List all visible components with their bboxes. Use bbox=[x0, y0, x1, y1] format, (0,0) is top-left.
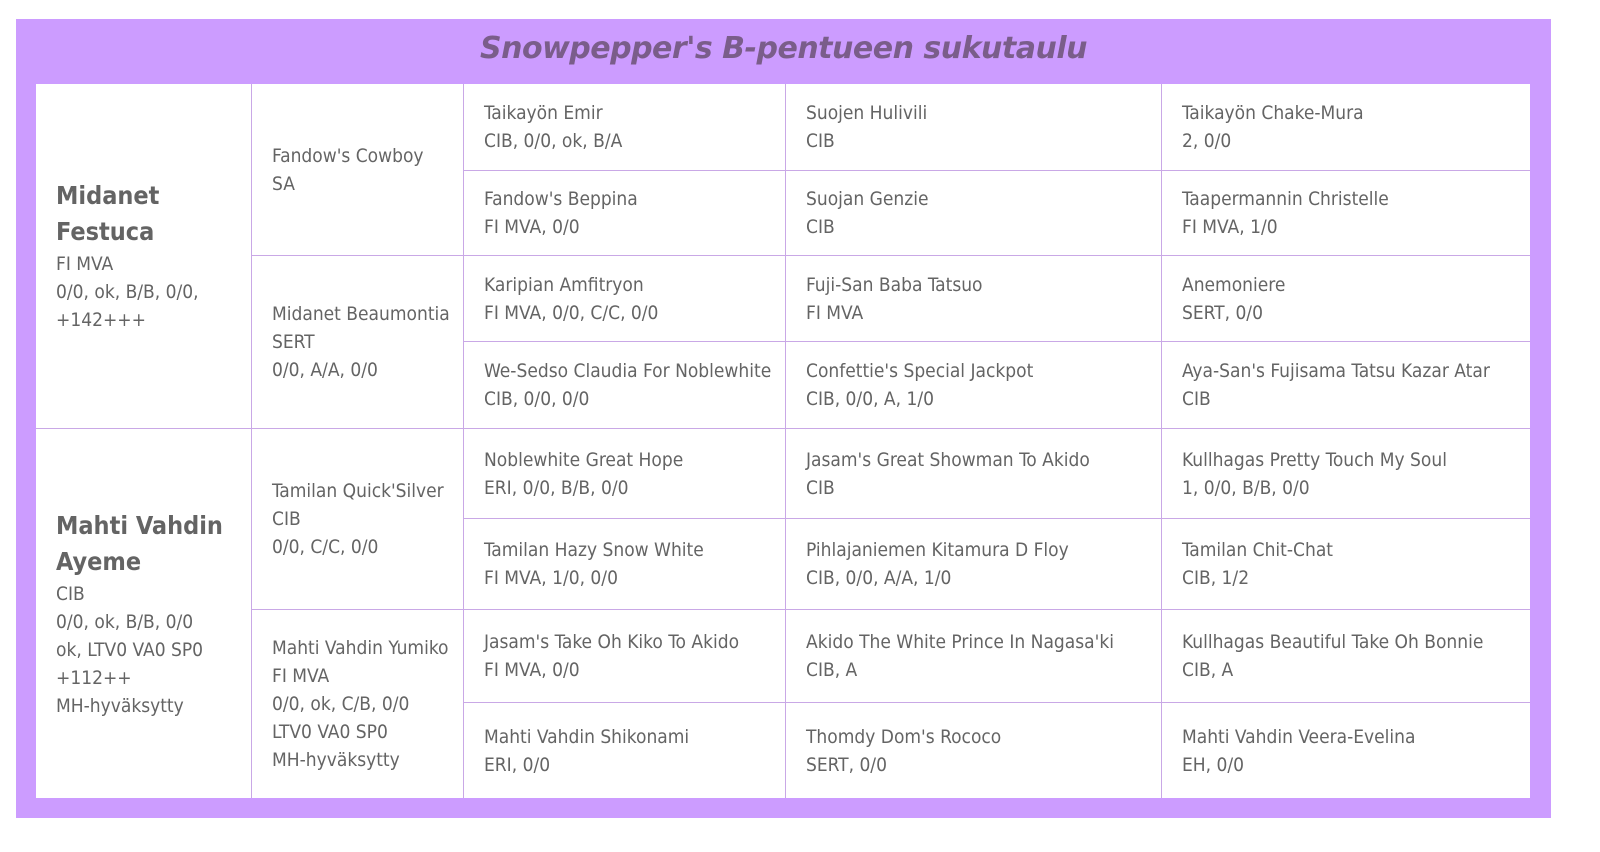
gen4-info: SERT, 0/0 bbox=[1182, 301, 1263, 324]
gen4-name: Kullhagas Beautiful Take Oh Bonnie bbox=[1182, 631, 1484, 653]
sire-dam-info: SERT 0/0, A/A, 0/0 bbox=[272, 331, 378, 381]
page-title: Snowpepper's B-pentueen sukutaulu bbox=[480, 31, 1087, 66]
gen4-name: Suojen Hulivili bbox=[806, 102, 928, 124]
gen4-info: CIB bbox=[806, 476, 835, 499]
sire-dam-cell bbox=[252, 256, 464, 429]
sire-dam-name: Midanet Beaumontia bbox=[272, 303, 450, 325]
gen4-name: Aya-San's Fujisama Tatsu Kazar Atar bbox=[1182, 360, 1490, 382]
gen3-info: FI MVA, 1/0, 0/0 bbox=[484, 567, 618, 589]
gen4-info: SERT, 0/0 bbox=[806, 753, 887, 776]
pedigree-frame bbox=[16, 19, 1551, 818]
gen3-name: Mahti Vahdin Shikonami bbox=[484, 725, 690, 748]
gen4-name: Tamilan Chit-Chat bbox=[1182, 539, 1333, 561]
gen3-cell bbox=[464, 84, 786, 171]
gen4-cell bbox=[1162, 519, 1530, 610]
gen4-name: Jasam's Great Showman To Akido bbox=[806, 448, 1090, 471]
dam-sire-cell bbox=[252, 429, 464, 610]
gen3-cell bbox=[464, 429, 786, 519]
gen4-info: CIB bbox=[1182, 388, 1211, 410]
gen3-cell bbox=[464, 342, 786, 429]
gen4-cell bbox=[1162, 429, 1530, 519]
gen4-cell bbox=[1162, 84, 1530, 171]
gen3-cell bbox=[464, 256, 786, 342]
gen4-name: Thomdy Dom's Rococo bbox=[806, 725, 1002, 748]
sire-info: FI MVA 0/0, ok, B/B, 0/0, +142+++ bbox=[56, 253, 199, 331]
gen4-name: Taikayön Chake-Mura bbox=[1182, 102, 1364, 124]
gen4-cell bbox=[786, 171, 1162, 256]
gen4-name: Akido The White Prince In Nagasa'ki bbox=[806, 631, 1114, 653]
gen4-name: Kullhagas Pretty Touch My Soul bbox=[1182, 448, 1447, 471]
sire-cell bbox=[36, 84, 252, 429]
sire-sire-name: Fandow's Cowboy bbox=[272, 144, 424, 167]
gen4-cell bbox=[1162, 342, 1530, 429]
sire-sire-info: SA bbox=[272, 172, 295, 195]
gen4-cell bbox=[786, 342, 1162, 429]
gen3-name: Taikayön Emir bbox=[484, 102, 603, 124]
sire-name: Midanet Festuca bbox=[56, 181, 160, 246]
gen4-info: FI MVA bbox=[806, 301, 864, 324]
gen4-info: CIB, 0/0, A, 1/0 bbox=[806, 388, 934, 410]
gen3-info: CIB, 0/0, 0/0 bbox=[484, 388, 590, 410]
gen4-info: CIB, A bbox=[1182, 659, 1234, 681]
gen4-name: Fuji-San Baba Tatsuo bbox=[806, 273, 983, 296]
gen4-name: Confettie's Special Jackpot bbox=[806, 360, 1034, 382]
gen4-name: Mahti Vahdin Veera-Evelina bbox=[1182, 725, 1416, 748]
dam-dam-info: FI MVA 0/0, ok, C/B, 0/0 LTV0 VA0 SP0 MH-hyväksytty bbox=[272, 665, 410, 771]
gen3-info: FI MVA, 0/0 bbox=[484, 216, 580, 238]
gen4-cell bbox=[786, 429, 1162, 519]
dam-dam-cell bbox=[252, 610, 464, 798]
gen4-name: Anemoniere bbox=[1182, 273, 1286, 296]
dam-dam-name: Mahti Vahdin Yumiko bbox=[272, 637, 449, 659]
gen4-cell bbox=[1162, 256, 1530, 342]
gen3-info: ERI, 0/0 bbox=[484, 753, 551, 776]
dam-cell bbox=[36, 429, 252, 798]
pedigree-table bbox=[36, 84, 1530, 798]
gen4-cell bbox=[786, 703, 1162, 798]
gen3-cell bbox=[464, 171, 786, 256]
gen4-cell bbox=[1162, 703, 1530, 798]
gen3-name: Jasam's Take Oh Kiko To Akido bbox=[484, 631, 740, 653]
gen3-name: Fandow's Beppina bbox=[484, 188, 638, 210]
gen3-name: Tamilan Hazy Snow White bbox=[484, 539, 704, 561]
gen4-info: CIB, 1/2 bbox=[1182, 567, 1250, 589]
sire-sire-cell bbox=[252, 84, 464, 256]
gen4-cell bbox=[786, 84, 1162, 171]
gen4-name: Taapermannin Christelle bbox=[1182, 188, 1389, 210]
gen3-info: FI MVA, 0/0 bbox=[484, 659, 580, 681]
gen3-cell bbox=[464, 610, 786, 703]
gen4-cell bbox=[786, 256, 1162, 342]
gen4-info: 1, 0/0, B/B, 0/0 bbox=[1182, 476, 1310, 499]
gen3-name: Karipian Amfitryon bbox=[484, 273, 644, 296]
gen3-cell bbox=[464, 703, 786, 798]
gen4-cell bbox=[786, 610, 1162, 703]
gen3-info: ERI, 0/0, B/B, 0/0 bbox=[484, 476, 629, 499]
dam-name: Mahti Vahdin Ayeme bbox=[56, 510, 223, 576]
gen4-name: Pihlajaniemen Kitamura D Floy bbox=[806, 539, 1069, 561]
gen4-info: CIB, A bbox=[806, 659, 858, 681]
dam-sire-info: CIB 0/0, C/C, 0/0 bbox=[272, 508, 379, 558]
gen4-cell bbox=[1162, 171, 1530, 256]
gen4-info: CIB bbox=[806, 130, 835, 152]
gen4-cell bbox=[1162, 610, 1530, 703]
gen4-info: CIB bbox=[806, 216, 835, 238]
gen4-info: EH, 0/0 bbox=[1182, 753, 1245, 776]
gen4-cell bbox=[786, 519, 1162, 610]
gen3-cell bbox=[464, 519, 786, 610]
gen3-info: FI MVA, 0/0, C/C, 0/0 bbox=[484, 301, 659, 324]
gen4-name: Suojan Genzie bbox=[806, 188, 929, 210]
gen3-name: Noblewhite Great Hope bbox=[484, 448, 684, 471]
gen4-info: CIB, 0/0, A/A, 1/0 bbox=[806, 567, 952, 589]
gen4-info: 2, 0/0 bbox=[1182, 130, 1232, 152]
gen4-info: FI MVA, 1/0 bbox=[1182, 216, 1278, 238]
dam-sire-name: Tamilan Quick'Silver bbox=[272, 480, 444, 502]
dam-info: CIB 0/0, ok, B/B, 0/0 ok, LTV0 VA0 SP0 +112++ MH-hyväksytty bbox=[56, 582, 204, 717]
gen3-name: We-Sedso Claudia For Noblewhite bbox=[484, 360, 772, 382]
gen3-info: CIB, 0/0, ok, B/A bbox=[484, 130, 623, 152]
